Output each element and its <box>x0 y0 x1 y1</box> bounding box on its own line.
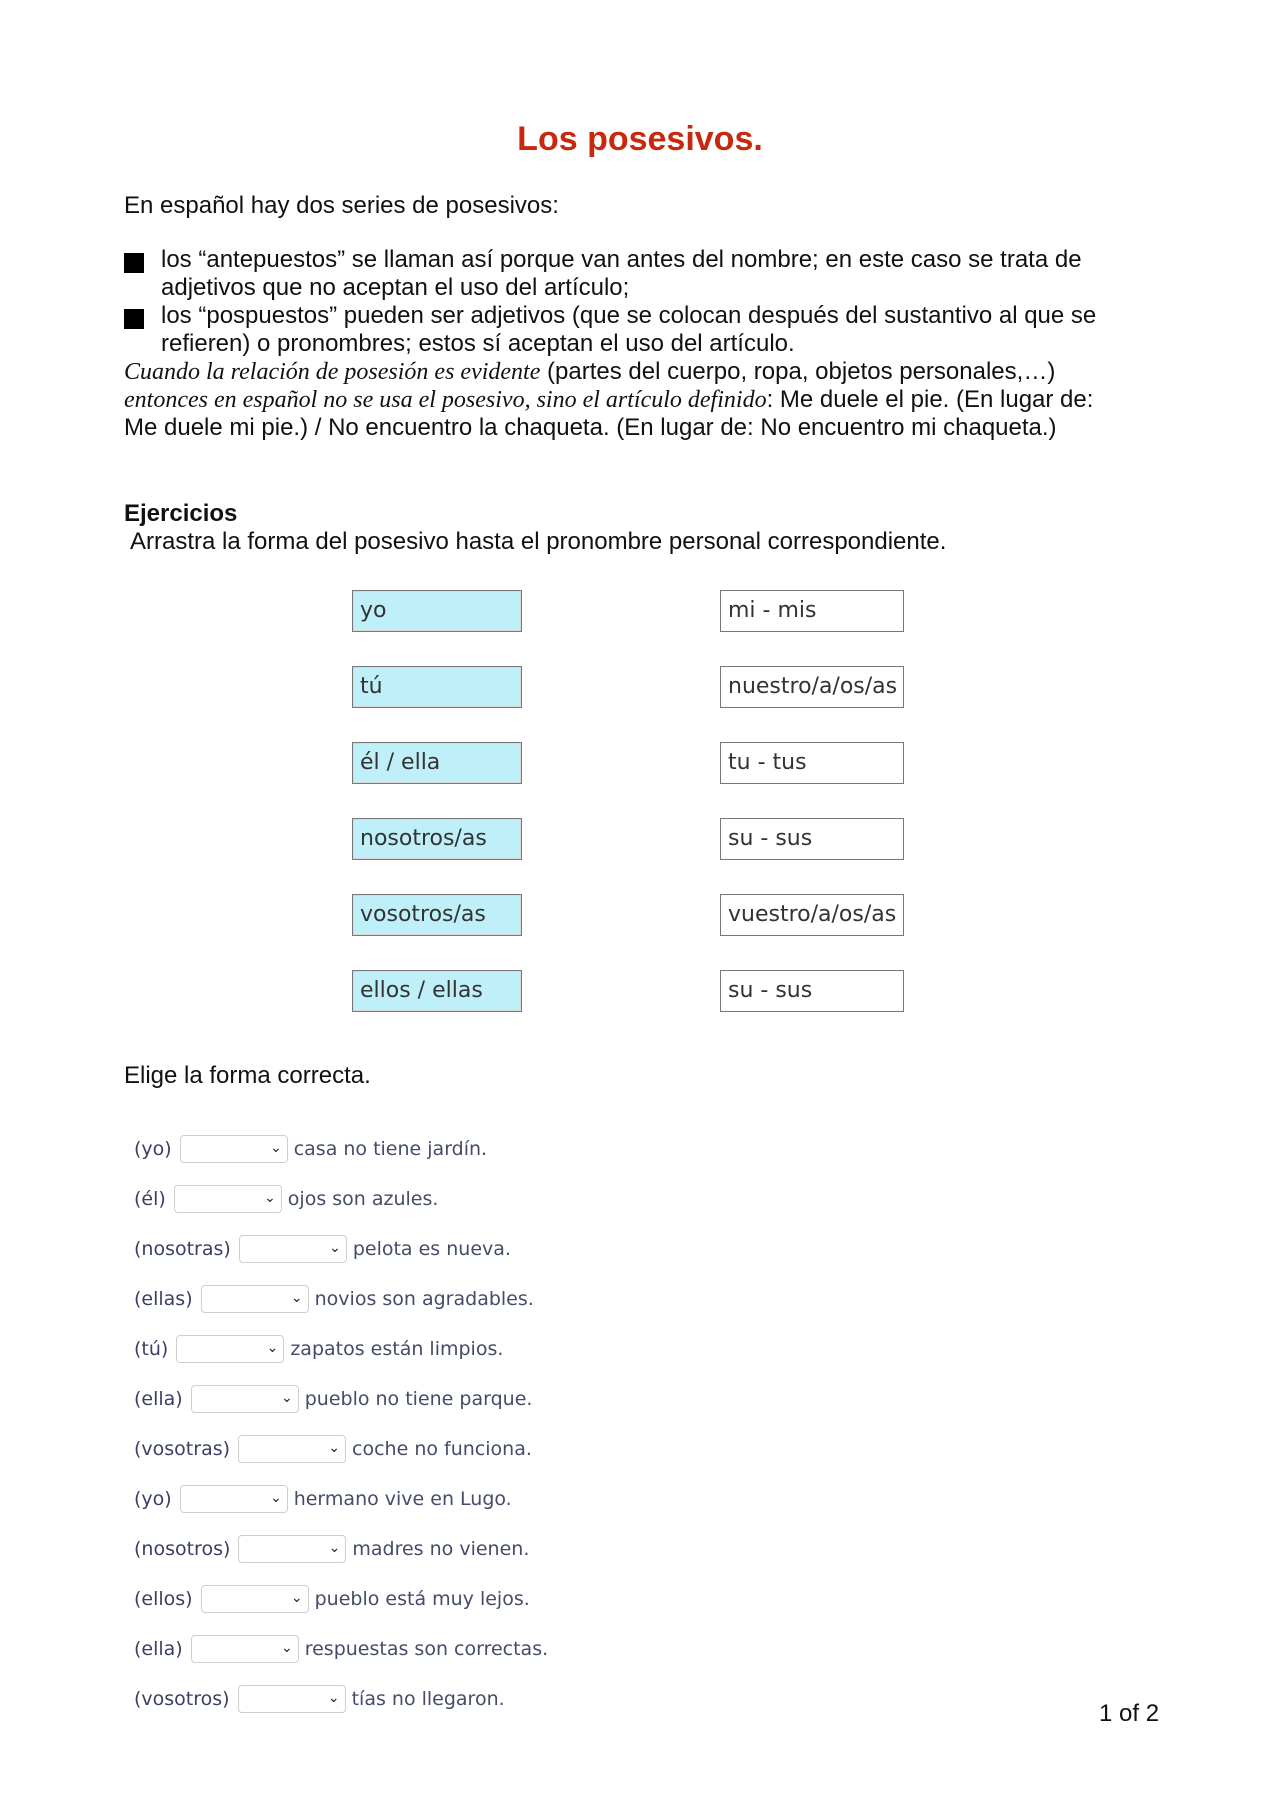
drop-target-pronoun[interactable]: ellos / ellas <box>352 970 522 1012</box>
possessive-select[interactable] <box>201 1585 309 1613</box>
chevron-down-icon: ⌄ <box>280 1640 293 1656</box>
row-pronoun: (vosotras) <box>134 1438 231 1460</box>
possessive-select[interactable] <box>191 1385 299 1413</box>
drop-target-pronoun[interactable]: yo <box>352 590 522 632</box>
possessive-select[interactable] <box>239 1235 347 1263</box>
drop-target-pronoun[interactable]: vosotros/as <box>352 894 522 936</box>
chevron-down-icon: ⌄ <box>328 1540 341 1556</box>
possessive-select[interactable] <box>238 1685 346 1713</box>
row-pronoun: (nosotros) <box>134 1538 231 1560</box>
choice-row <box>134 1384 532 1414</box>
chevron-down-icon: ⌄ <box>290 1290 303 1306</box>
drop-target-pronoun[interactable]: nosotros/as <box>352 818 522 860</box>
choice-row <box>134 1434 532 1464</box>
note-text: Me duele mi pie.) / No encuentro la chaqueta. (En lugar de: No encuentro mi chaqueta.) <box>124 414 1057 441</box>
row-pronoun: (él) <box>134 1188 166 1210</box>
row-sentence: pueblo no tiene parque. <box>304 1388 533 1410</box>
bullet-text-line: los “antepuestos” se llaman así porque van antes del nombre; en este caso se trata de <box>161 246 1082 273</box>
row-sentence: zapatos están limpios. <box>290 1338 504 1360</box>
note-text: : Me duele el pie. (En lugar de: <box>766 386 1094 413</box>
possessive-select[interactable] <box>180 1135 288 1163</box>
draggable-possessive[interactable]: tu - tus <box>720 742 904 784</box>
row-sentence: ojos son azules. <box>287 1188 439 1210</box>
chevron-down-icon: ⌄ <box>269 1490 282 1506</box>
draggable-possessive[interactable]: su - sus <box>720 818 904 860</box>
chevron-down-icon: ⌄ <box>328 1440 341 1456</box>
possessive-select[interactable] <box>238 1535 346 1563</box>
bullet-text-line: refieren) o pronombres; estos sí aceptan el uso del artículo. <box>161 330 795 357</box>
row-sentence: casa no tiene jardín. <box>293 1138 488 1160</box>
chevron-down-icon: ⌄ <box>329 1240 341 1256</box>
drag-instruction: Arrastra la forma del posesivo hasta el pronombre personal correspondiente. <box>130 528 947 555</box>
bullet-item-pospuestos <box>122 302 1182 358</box>
choice-row <box>134 1284 534 1314</box>
page-title: Los posesivos. <box>517 120 763 158</box>
note-italic: entonces en español no se usa el posesivo, sino el artículo definido <box>124 387 767 413</box>
row-pronoun: (vosotros) <box>134 1688 230 1710</box>
chevron-down-icon: ⌄ <box>327 1690 340 1706</box>
choice-row <box>134 1484 512 1514</box>
choice-row <box>134 1684 505 1714</box>
chevron-down-icon: ⌄ <box>269 1140 282 1156</box>
note-italic: Cuando la relación de posesión es evidente <box>124 359 541 385</box>
bullet-text-line: los “pospuestos” pueden ser adjetivos (que se colocan después del sustantivo al que se <box>161 302 1097 329</box>
usage-note <box>122 358 1184 442</box>
chevron-down-icon: ⌄ <box>264 1190 276 1206</box>
possessive-select[interactable] <box>191 1635 299 1663</box>
choose-instruction: Elige la forma correcta. <box>124 1062 371 1089</box>
possessive-select[interactable] <box>201 1285 309 1313</box>
row-pronoun: (nosotras) <box>134 1238 231 1260</box>
chevron-down-icon: ⌄ <box>290 1590 303 1606</box>
choice-row <box>134 1134 487 1164</box>
possessive-select[interactable] <box>180 1485 288 1513</box>
choice-row <box>134 1184 438 1214</box>
row-pronoun: (ellas) <box>134 1288 193 1310</box>
row-pronoun: (ella) <box>134 1638 183 1660</box>
draggable-possessive[interactable]: nuestro/a/os/as <box>720 666 904 708</box>
draggable-possessive[interactable]: mi - mis <box>720 590 904 632</box>
row-sentence: respuestas son correctas. <box>304 1638 549 1660</box>
choice-row <box>134 1634 548 1664</box>
row-pronoun: (ella) <box>134 1388 183 1410</box>
drop-target-pronoun[interactable]: tú <box>352 666 522 708</box>
possessive-select[interactable] <box>238 1435 346 1463</box>
note-text: (partes del cuerpo, ropa, objetos personales,…) <box>540 358 1056 385</box>
square-bullet-icon <box>124 253 144 273</box>
draggable-possessive[interactable]: su - sus <box>720 970 904 1012</box>
chevron-down-icon: ⌄ <box>280 1390 293 1406</box>
bullet-item-antepuestos <box>122 246 1182 302</box>
row-sentence: tías no llegaron. <box>351 1688 505 1710</box>
row-pronoun: (yo) <box>134 1138 172 1160</box>
row-sentence: coche no funciona. <box>352 1438 532 1460</box>
row-pronoun: (tú) <box>134 1338 169 1360</box>
intro-text: En español hay dos series de posesivos: <box>124 192 559 219</box>
choice-row <box>134 1584 530 1614</box>
choice-row <box>134 1334 503 1364</box>
row-pronoun: (yo) <box>134 1488 172 1510</box>
possessive-select[interactable] <box>174 1185 282 1213</box>
bullet-text-line: adjetivos que no aceptan el uso del artículo; <box>161 274 630 301</box>
row-sentence: pueblo está muy lejos. <box>314 1588 530 1610</box>
square-bullet-icon <box>124 309 144 329</box>
row-sentence: pelota es nueva. <box>352 1238 511 1260</box>
draggable-possessive[interactable]: vuestro/a/os/as <box>720 894 904 936</box>
choice-row <box>134 1234 511 1264</box>
row-sentence: hermano vive en Lugo. <box>293 1488 512 1510</box>
chevron-down-icon: ⌄ <box>266 1340 279 1356</box>
drop-target-pronoun[interactable]: él / ella <box>352 742 522 784</box>
possessive-select[interactable] <box>176 1335 284 1363</box>
row-pronoun: (ellos) <box>134 1588 193 1610</box>
row-sentence: madres no vienen. <box>352 1538 530 1560</box>
page-number: 1 of 2 <box>1099 1700 1160 1727</box>
exercises-heading: Ejercicios <box>124 500 238 527</box>
bullet-list <box>122 246 1182 442</box>
row-sentence: novios son agradables. <box>314 1288 534 1310</box>
choice-row <box>134 1534 529 1564</box>
